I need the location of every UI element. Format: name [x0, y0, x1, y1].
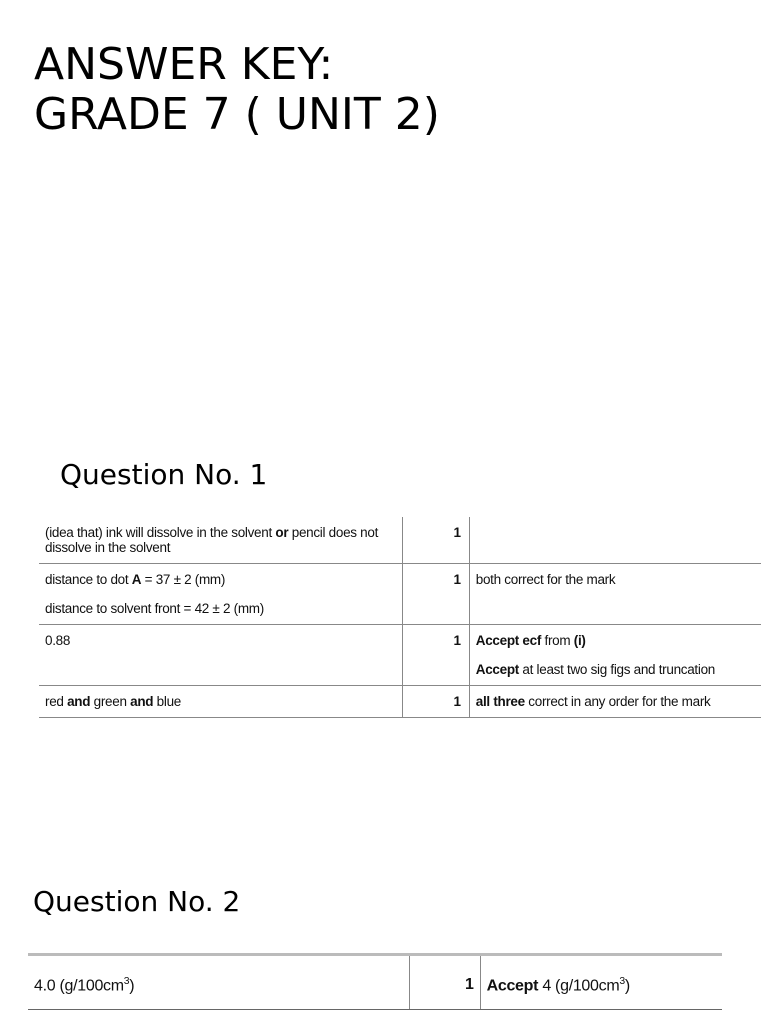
- text-run: 3: [123, 976, 130, 987]
- answer-cell: [39, 517, 402, 564]
- bold-text: and: [67, 694, 91, 709]
- mark-cell: 1: [402, 517, 469, 564]
- guidance-line: [476, 662, 755, 677]
- table-row: [28, 955, 722, 1010]
- text-run: ): [129, 977, 135, 995]
- mark-cell: 1: [402, 564, 469, 625]
- bold-text: or: [275, 525, 289, 540]
- text-run: 4 (g/100cm: [538, 977, 620, 995]
- mark-cell: 1: [402, 686, 469, 718]
- bold-text: Accept: [486, 977, 539, 995]
- guidance-line: [476, 694, 755, 709]
- bold-text: all three: [475, 694, 525, 709]
- bold-text: (i): [573, 633, 586, 648]
- answer-line: [45, 694, 396, 709]
- answer-line: [45, 633, 396, 648]
- answer-line: [45, 601, 396, 616]
- bold-text: and: [130, 694, 154, 709]
- guidance-line: [476, 633, 755, 648]
- answer-line: [45, 525, 396, 555]
- text-run: 3: [619, 976, 625, 987]
- question-2-mark-scheme-table: [28, 953, 722, 1010]
- text-run: distance to solvent front = 42 ± 2 (mm): [45, 601, 264, 616]
- text-run: pencil does not dissolve in the solvent: [45, 525, 379, 555]
- question-1-table-body: [39, 517, 761, 718]
- guidance-cell: [469, 625, 761, 686]
- guidance-line: [487, 976, 716, 995]
- answer-cell: [39, 686, 402, 718]
- title-line-1: ANSWER KEY:: [34, 39, 334, 90]
- page-title: [34, 40, 440, 140]
- text-run: distance to dot: [45, 572, 132, 587]
- question-2-heading: Question No. 2: [33, 885, 241, 918]
- text-run: ): [624, 977, 630, 995]
- answer-cell: [39, 625, 402, 686]
- table-row: [39, 517, 761, 564]
- bold-text: Accept ecf: [475, 633, 542, 648]
- guidance-cell: [469, 564, 761, 625]
- table-row: [39, 625, 761, 686]
- table-row: [39, 686, 761, 718]
- answer-cell: [39, 564, 402, 625]
- text-run: both correct for the mark: [475, 572, 616, 587]
- title-line-2: GRADE 7 ( UNIT 2): [34, 89, 440, 140]
- text-run: from: [541, 633, 574, 648]
- text-run: green: [90, 694, 131, 709]
- answer-line: [34, 976, 403, 995]
- question-1-mark-scheme-table: [39, 517, 761, 718]
- question-1-heading: Question No. 1: [60, 458, 268, 491]
- table-row: [39, 564, 761, 625]
- text-run: 0.88: [45, 633, 71, 648]
- text-run: at least two sig figs and truncation: [518, 662, 715, 677]
- text-run: correct in any order for the mark: [524, 694, 711, 709]
- text-run: blue: [153, 694, 181, 709]
- guidance-cell: [469, 686, 761, 718]
- text-run: (idea that) ink will dissolve in the solvent: [45, 525, 276, 540]
- text-run: red: [45, 694, 68, 709]
- answer-line: [45, 572, 396, 587]
- mark-cell: 1: [402, 625, 469, 686]
- bold-text: A: [131, 572, 142, 587]
- text-run: = 37 ± 2 (mm): [141, 572, 226, 587]
- guidance-cell: [469, 517, 761, 564]
- answer-cell: [28, 955, 409, 1010]
- guidance-line: [476, 572, 755, 587]
- mark-cell: 1: [409, 955, 480, 1010]
- guidance-cell: [480, 955, 722, 1010]
- bold-text: Accept: [475, 662, 519, 677]
- question-2-table-body: [28, 955, 722, 1010]
- text-run: 4.0 (g/100cm: [34, 977, 124, 995]
